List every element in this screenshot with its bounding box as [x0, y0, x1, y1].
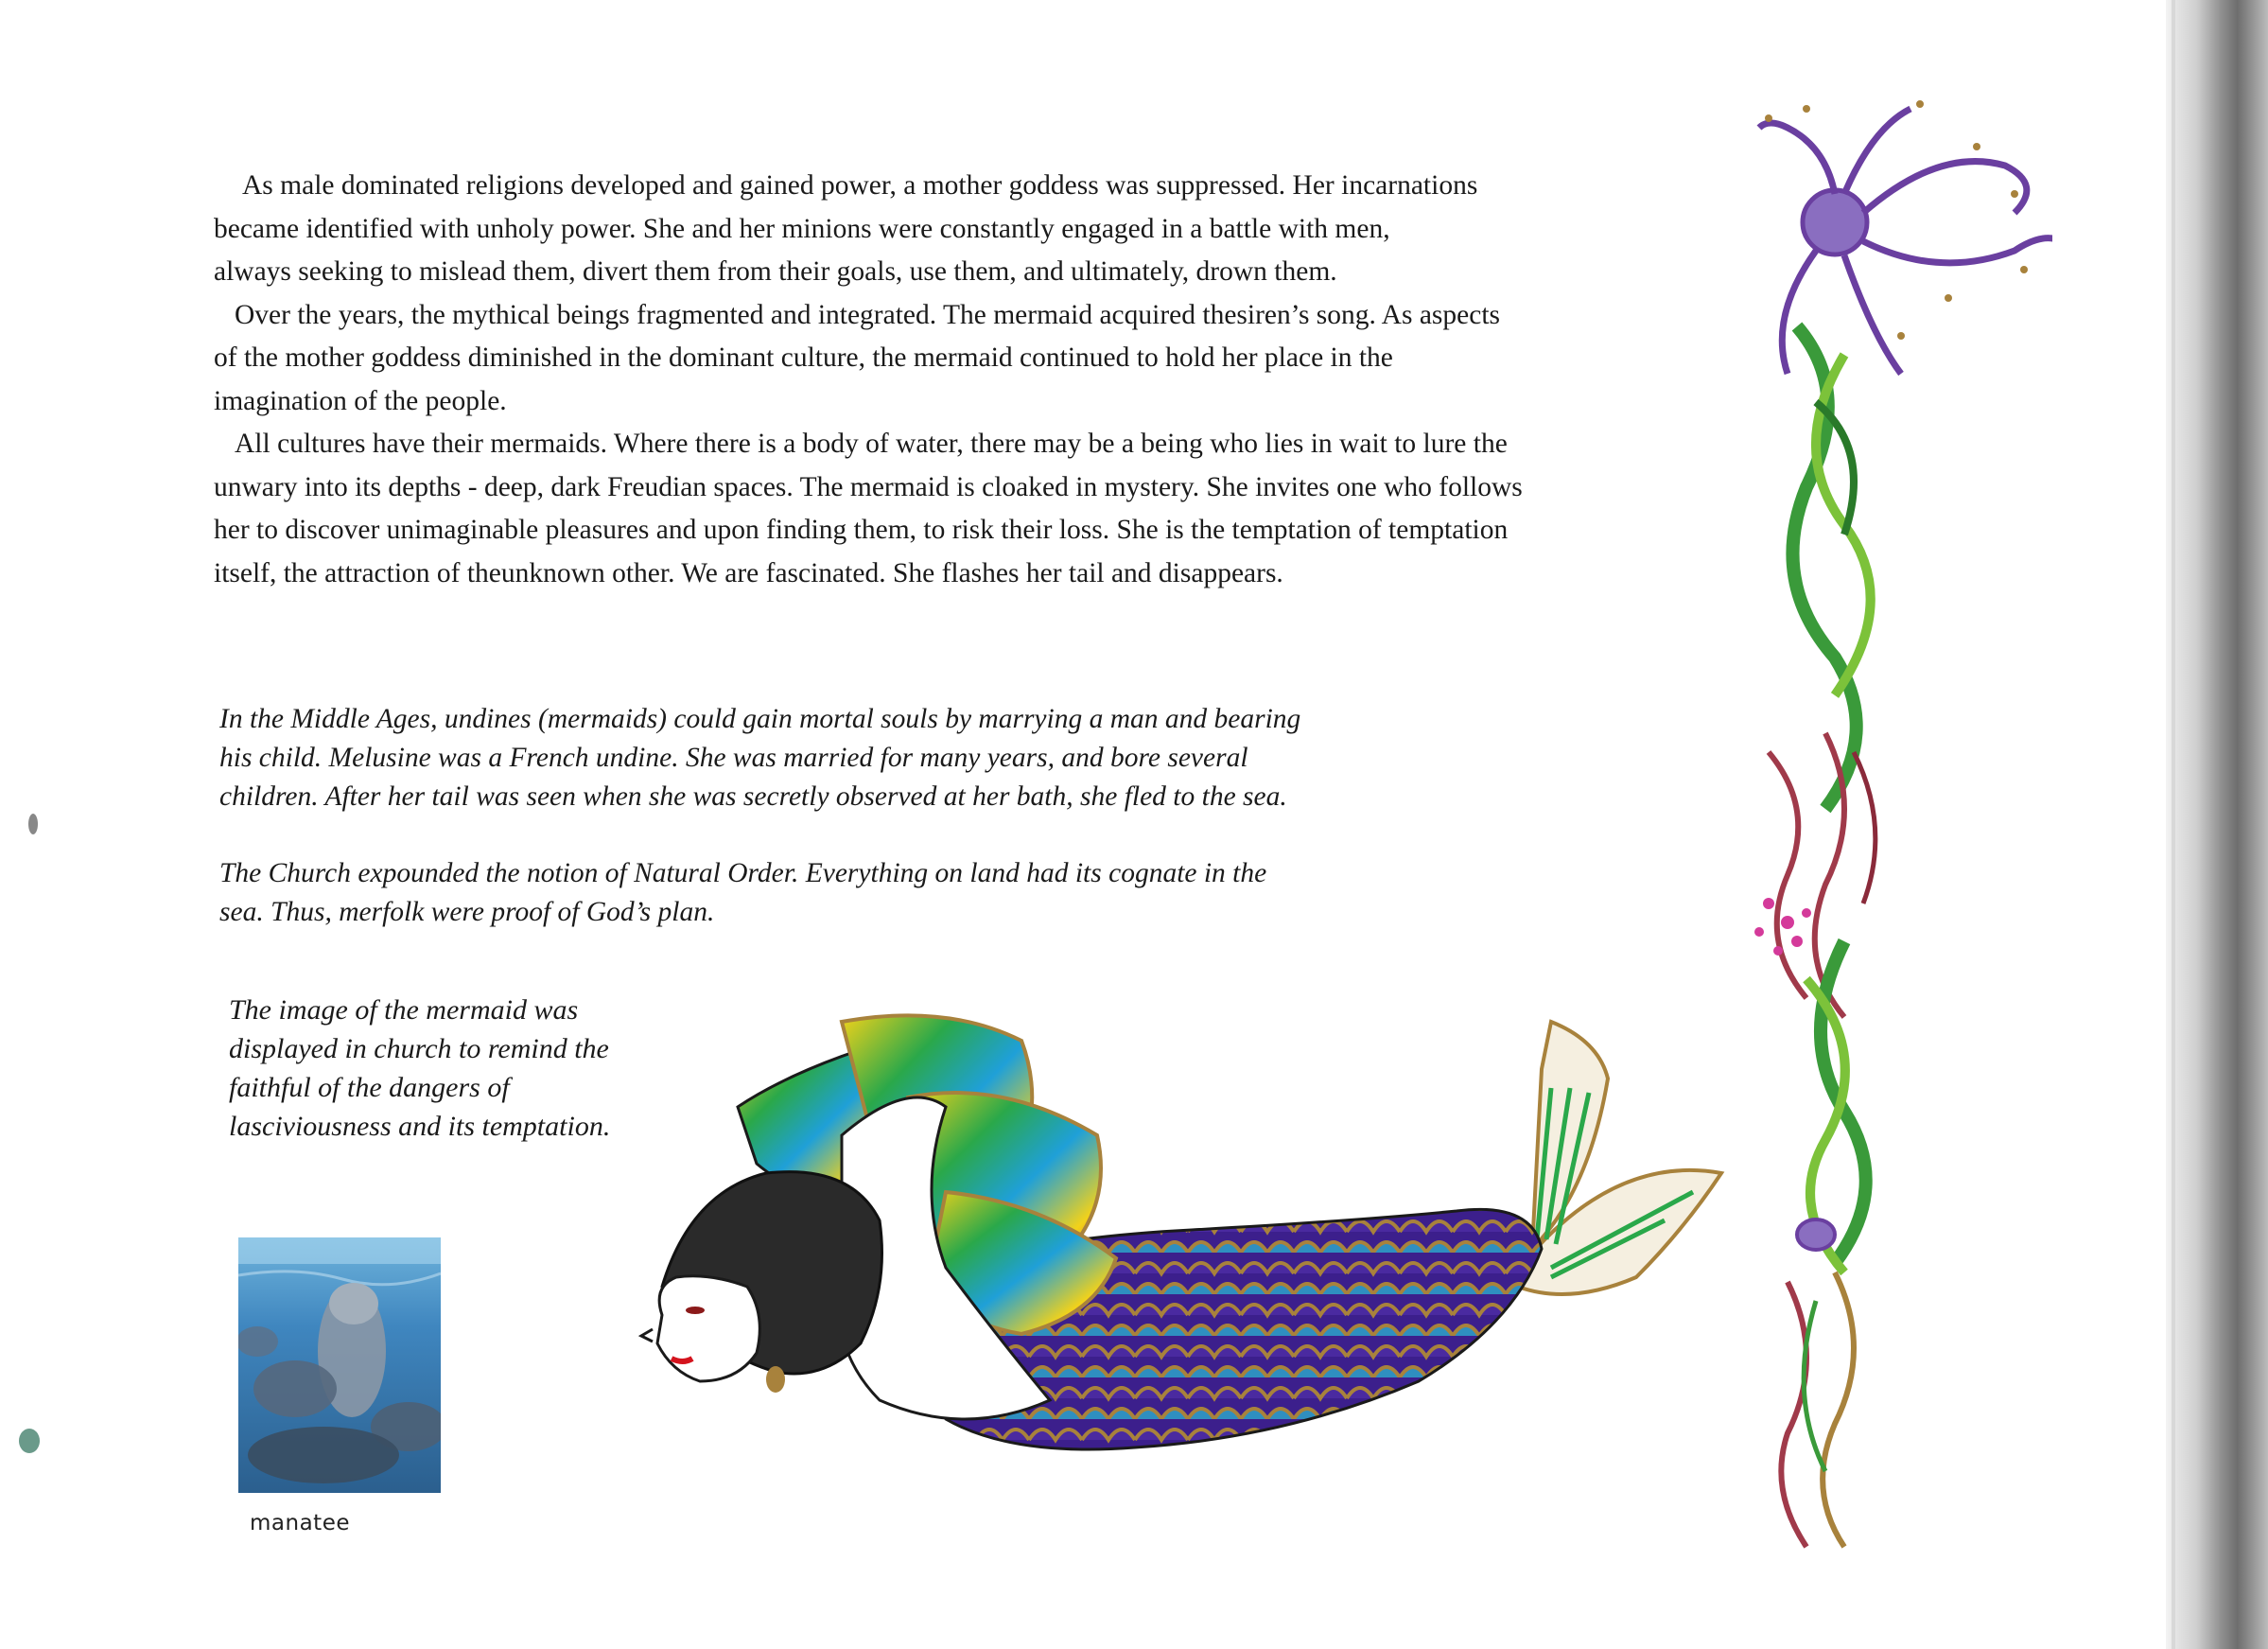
paragraph-3-line-2: unwary into its depths - deep, dark Freudian spaces. The mermaid is cloaked in mystery. She invites one who follows — [214, 471, 1523, 502]
manatee-photo — [238, 1237, 441, 1493]
main-text — [214, 165, 1746, 595]
note-line: The Church expounded the notion of Natural Order. Everything on land had its cognate in the — [219, 858, 1267, 888]
paragraph-3-line-1: All cultures have their mermaids. Where there is a body of water, there may be a being who lies in wait to lure the — [235, 429, 1508, 459]
photo-caption: manatee — [250, 1511, 350, 1535]
paragraph-3-line-4: itself, the attraction of theunknown other. We are fascinated. She flashes her tail and disappears. — [214, 557, 1283, 588]
paragraph-2-line-1: Over the years, the mythical beings fragmented and integrated. The mermaid acquired thesiren’s song. As aspects — [235, 299, 1501, 330]
note-line: The image of the mermaid was — [229, 994, 579, 1026]
note-line: lasciviousness and its temptation. — [229, 1111, 611, 1142]
middle-ages-note — [219, 700, 1300, 816]
note-line: his child. Melusine was a French undine. She was married for many years, and bore several — [219, 743, 1248, 773]
note-line: children. After her tail was seen when she was secretly observed at her bath, she fled to the sea. — [219, 781, 1287, 812]
mermaid-drawing — [605, 1003, 1769, 1495]
paragraph-2-line-2: of the mother goddess diminished in the dominant culture, the mermaid continued to hold her place in the — [214, 342, 1393, 373]
note-line: sea. Thus, merfolk were proof of God’s plan. — [219, 897, 715, 927]
note-line: displayed in church to remind the — [229, 1033, 609, 1064]
paragraph-1-line-3: always seeking to mislead them, divert them from their goals, use them, and ultimately, drown them. — [214, 256, 1337, 287]
scan-speck — [28, 814, 38, 834]
natural-order-note — [219, 854, 1266, 932]
paragraph-1-line-1: As male dominated religions developed and gained power, a mother goddess was suppressed. Her incarnations — [242, 170, 1478, 201]
seaweed-border-drawing — [1731, 90, 2052, 1561]
paragraph-3-line-3: her to discover unimaginable pleasures and upon finding them, to risk their loss. She is the temptation of temptation — [214, 515, 1509, 545]
paragraph-1-line-2: became identified with unholy power. She and her minions were constantly engaged in a battle with men, — [214, 213, 1390, 244]
page-edge-line — [2172, 0, 2175, 1649]
note-line: In the Middle Ages, undines (mermaids) could gain mortal souls by marrying a man and bearing — [219, 704, 1301, 734]
page-edge-shadow — [2166, 0, 2268, 1649]
church-image-note — [229, 991, 610, 1146]
scan-speck — [19, 1429, 40, 1453]
paragraph-2-line-3: imagination of the people. — [214, 385, 507, 416]
note-line: faithful of the dangers of — [229, 1072, 510, 1103]
